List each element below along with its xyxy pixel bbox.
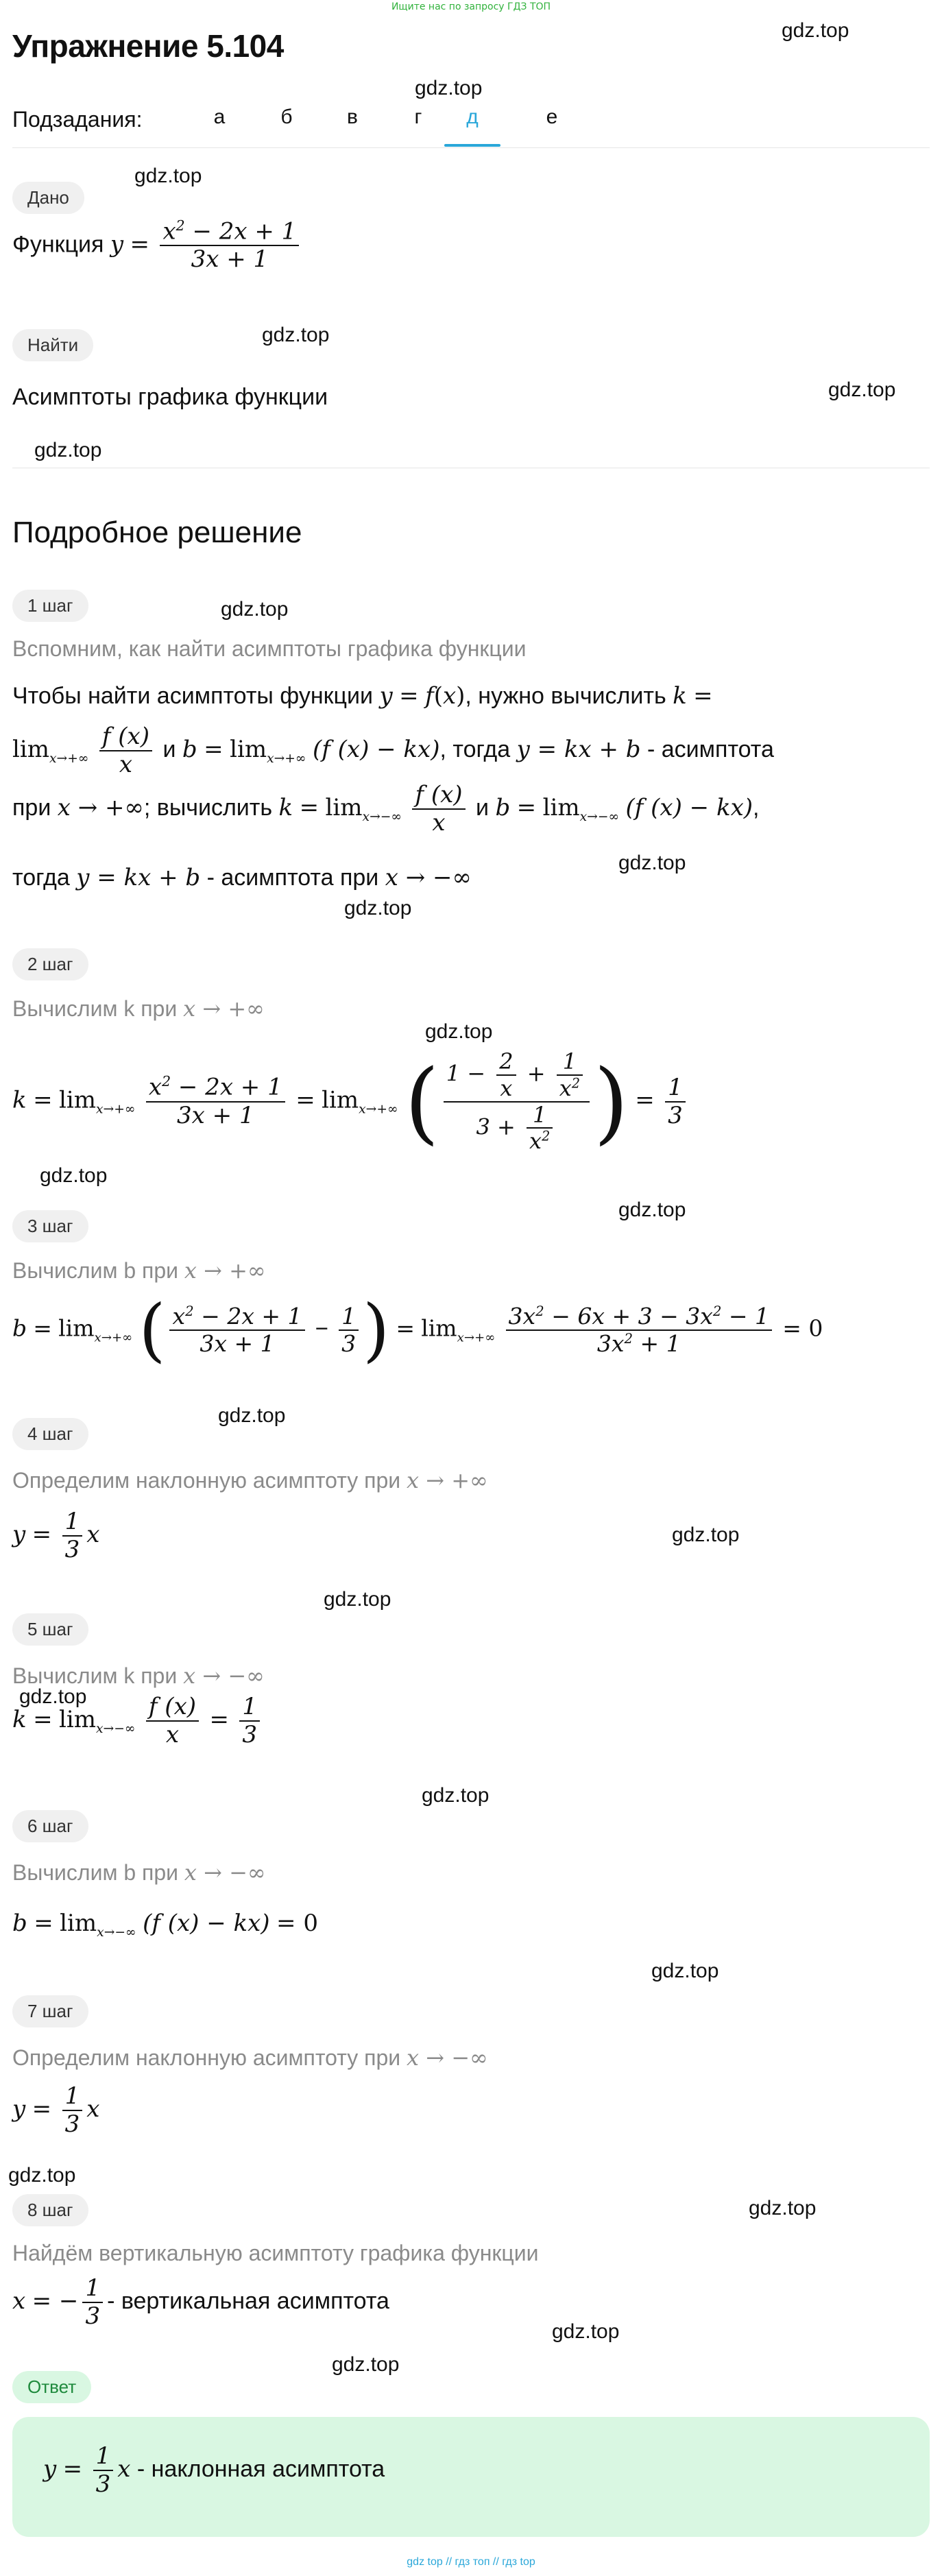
watermark: gdz.top bbox=[134, 165, 202, 187]
step-5-caption: Вычислим k при x → −∞ bbox=[12, 1663, 265, 1689]
step-1-text-f: при bbox=[12, 795, 51, 821]
step-4-caption: Определим наклонную асимптоту при x → +∞ bbox=[12, 1467, 488, 1493]
step-3-badge: 3 шаг bbox=[12, 1210, 88, 1242]
step-1-line-2: $\lim_{x\to+\infty}$ $\frac{f (x)}{x}$ и $b = \lim_{x\to+\infty} (f$ (x) − kx), тогда y = kx + b - асимптота bbox=[12, 723, 774, 779]
watermark: gdz.top bbox=[8, 2164, 76, 2187]
step-1-badge: 1 шаг bbox=[12, 590, 88, 622]
answer-suffix: - наклонная асимптота bbox=[136, 2456, 385, 2483]
step-3-caption-text: Вычислим b при bbox=[12, 1258, 179, 1283]
page-title: Упражнение 5.104 bbox=[12, 28, 284, 64]
step-8-badge: 8 шаг bbox=[12, 2194, 88, 2226]
step-2-badge: 2 шаг bbox=[12, 948, 88, 980]
watermark: gdz.top bbox=[34, 439, 102, 461]
watermark: gdz.top bbox=[422, 1784, 490, 1807]
answer-formula: y = $\frac{1}{3}$ x - наклонная асимптота bbox=[43, 2442, 385, 2499]
watermark: gdz.top bbox=[262, 324, 330, 346]
step-4-formula: y = $\frac{1}{3}$ x bbox=[12, 1508, 100, 1564]
step-5-formula: $k = \lim_{x\to-\infty}$ $\frac{f (x)}{x}$ = $\frac{1}{3}$ bbox=[12, 1694, 264, 1748]
step-1-text-i: , bbox=[753, 795, 760, 821]
step-1-text-j: тогда bbox=[12, 865, 70, 891]
step-8-caption: Найдём вертикальную асимптоту графика функции bbox=[12, 2241, 539, 2265]
step-2-formula: $k = \lim_{x\to+\infty}$ $\frac{x^2 - 2x + 1}{3x + 1}$ = $\lim_{x\to+\infty}$ ( 1 − $\frac{2}{x}$ + $\frac{1}{x^2}$ 3 + $\frac{1}{x^2}$ ) = $\frac{1}{3}$ bbox=[12, 1049, 690, 1154]
top-promo-link[interactable]: Ищите нас по запросу ГДЗ ТОП bbox=[391, 1, 551, 12]
tab-d[interactable]: д bbox=[466, 106, 479, 128]
solution-title: Подробное решение bbox=[12, 516, 302, 549]
step-1-text-a: Чтобы найти асимптоты функции bbox=[12, 683, 374, 709]
watermark: gdz.top bbox=[552, 2320, 620, 2343]
watermark: gdz.top bbox=[618, 852, 686, 874]
answer-box bbox=[12, 2417, 930, 2537]
step-7-caption: Определим наклонную асимптоту при x → −∞ bbox=[12, 2045, 488, 2071]
watermark: gdz.top bbox=[218, 1404, 286, 1427]
step-1-text-h: и bbox=[476, 795, 489, 821]
step-4-caption-text: Определим наклонную асимптоту при bbox=[12, 1468, 401, 1493]
step-6-formula: $b = \lim_{x\to-\infty} (f$ (x) − kx) = 0 bbox=[12, 1910, 318, 1940]
footer-links[interactable]: gdz top // гдз топ // гдз top bbox=[407, 2556, 535, 2568]
answer-badge: Ответ bbox=[12, 2371, 91, 2403]
step-6-caption: Вычислим b при x → −∞ bbox=[12, 1859, 266, 1886]
subtasks-bar bbox=[12, 103, 930, 148]
watermark: gdz.top bbox=[425, 1020, 493, 1043]
step-6-badge: 6 шаг bbox=[12, 1810, 88, 1842]
tab-v[interactable]: в bbox=[347, 106, 358, 128]
watermark: gdz.top bbox=[782, 19, 849, 42]
subtasks-label: Подзадания: bbox=[12, 107, 143, 132]
given-function: Функция y = $\frac{x^2 - 2x + 1}{3x + 1}$ bbox=[12, 218, 303, 274]
step-7-formula: y = $\frac{1}{3}$ x bbox=[12, 2082, 100, 2139]
watermark: gdz.top bbox=[749, 2197, 817, 2219]
step-2-caption-text: Вычислим k при bbox=[12, 996, 178, 1021]
tab-b[interactable]: б bbox=[280, 106, 293, 128]
step-1-text-d: , тогда bbox=[439, 736, 511, 763]
step-3-caption: Вычислим b при x → +∞ bbox=[12, 1257, 266, 1284]
step-1-line-3: при x → +∞; вычислить $k = \lim_{x\to-\infty}$ $\frac{f (x)}{x}$ и $b = \lim_{x\to-\infty} (f$ (x) − kx), bbox=[12, 781, 760, 837]
step-1-line-1: Чтобы найти асимптоты функции y = f(x), нужно вычислить k = bbox=[12, 682, 713, 710]
watermark: gdz.top bbox=[651, 1960, 719, 1982]
step-1-line-4: тогда y = kx + b - асимптота при x → −∞ bbox=[12, 864, 472, 891]
step-1-text-b: , нужно вычислить bbox=[465, 683, 666, 709]
step-7-caption-text: Определим наклонную асимптоту при bbox=[12, 2045, 401, 2070]
watermark: gdz.top bbox=[618, 1199, 686, 1221]
step-5-caption-text: Вычислим k при bbox=[12, 1663, 178, 1688]
step-1-caption: Вспомним, как найти асимптоты графика функции bbox=[12, 636, 527, 661]
active-tab-indicator bbox=[444, 144, 500, 147]
watermark: gdz.top bbox=[324, 1588, 391, 1611]
step-1-text-k: - асимптота при bbox=[206, 865, 379, 891]
given-prefix: Функция bbox=[12, 231, 104, 258]
step-6-caption-text: Вычислим b при bbox=[12, 1860, 179, 1885]
watermark: gdz.top bbox=[19, 1685, 87, 1708]
step-5-badge: 5 шаг bbox=[12, 1613, 88, 1646]
step-7-badge: 7 шаг bbox=[12, 1995, 88, 2027]
watermark: gdz.top bbox=[415, 77, 483, 99]
tab-e[interactable]: е bbox=[546, 106, 558, 128]
tab-g[interactable]: г bbox=[414, 106, 422, 128]
watermark: gdz.top bbox=[828, 378, 896, 401]
given-badge: Дано bbox=[12, 182, 84, 214]
watermark: gdz.top bbox=[221, 598, 289, 621]
step-1-text-e: - асимптота bbox=[647, 736, 774, 763]
step-8-suffix: - вертикальная асимптота bbox=[107, 2288, 389, 2315]
find-badge: Найти bbox=[12, 329, 93, 361]
step-1-text-c: и bbox=[162, 736, 176, 763]
watermark: gdz.top bbox=[344, 897, 412, 919]
step-4-badge: 4 шаг bbox=[12, 1418, 88, 1450]
watermark: gdz.top bbox=[40, 1164, 108, 1187]
watermark: gdz.top bbox=[332, 2353, 400, 2376]
step-3-formula: $b = \lim_{x\to+\infty}$ ( $\frac{x^2 - 2x + 1}{3x + 1}$ − $\frac{1}{3}$ ) = $\lim_{x\to+\infty}$ $\frac{3x^2 - 6x + 3 - 3x^2 - 1}{3x^2 + 1}$ = 0 bbox=[12, 1290, 823, 1370]
find-text: Асимптоты графика функции bbox=[12, 384, 328, 410]
step-1-text-g: ; вычислить bbox=[143, 795, 273, 821]
tab-a[interactable]: а bbox=[213, 106, 226, 128]
step-2-caption: Вычислим k при x → +∞ bbox=[12, 996, 265, 1022]
watermark: gdz.top bbox=[672, 1524, 740, 1546]
step-8-formula: x = − $\frac{1}{3}$ - вертикальная асимптота bbox=[12, 2274, 389, 2331]
